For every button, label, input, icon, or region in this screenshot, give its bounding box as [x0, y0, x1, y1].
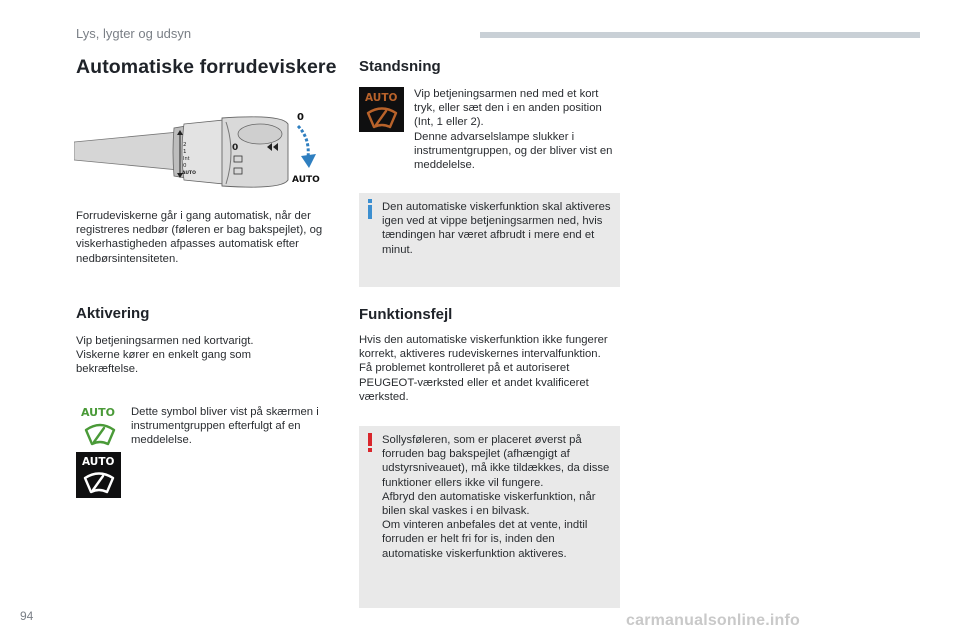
warning-note-text: Sollysføleren, som er placeret øverst på forruden bag bakspejlet (afhængigt af udstyrsniveauet), må ikke tildækkes, da disse funktioner ellers ikke vil fungere. Afbryd den automatiske viskerfunktion, når bilen skal vaskes i en bilvask. Om vinteren anbefales det at vente, indtil forruden er helt fri for is, inden den automatiske viskerfunktion aktiveres.	[382, 434, 610, 560]
wiper-icon	[366, 106, 398, 130]
switch-zero-label: 0	[232, 143, 239, 153]
header-rule	[480, 32, 920, 38]
page-number: 94	[20, 609, 34, 623]
wiper-icon	[84, 422, 116, 448]
funktionsfejl-text: Hvis den automatiske viskerfunktion ikke fungerer korrekt, aktiveres rudeviskernes intervalfunktion. Få problemet kontrolleret på et autoriseret PEUGEOT-værksted eller et andet kvalificeret værksted.	[359, 334, 608, 403]
auto-label-orange: AUTO	[365, 92, 398, 104]
auto-label-green: AUTO	[81, 406, 115, 419]
position-label-0: 0	[183, 163, 187, 169]
page-title: Automatiske forrudeviskere	[76, 56, 337, 78]
running-header: Lys, lygter og udsyn	[76, 26, 192, 41]
standsning-text: Vip betjeningsarmen ned med et kort tryk, eller sæt den i en anden position (Int, 1 eller 2). Denne advarselslampe slukker i instrumentgruppen, og der bliver vist en meddelelse.	[414, 88, 613, 172]
wiper-icon	[83, 471, 115, 495]
symbol-description: Dette symbol bliver vist på skærmen i instrumentgruppen efterfulgt af en meddelelse.	[131, 406, 319, 447]
arrow-zero-label: 0	[297, 112, 304, 123]
auto-wiper-icon-green	[80, 406, 120, 450]
auto-label-dark: AUTO	[82, 456, 115, 468]
arrow-auto-label: AUTO	[292, 175, 320, 185]
auto-wiper-warning-lamp	[359, 87, 404, 132]
intro-paragraph: Forrudeviskerne går i gang automatisk, når der registreres nedbør (føleren er bag bakspejlet), og viskerhastigheden afpasses automatisk efter nedbørsintensiteten.	[76, 210, 323, 265]
auto-wiper-icon-dark	[76, 452, 121, 498]
position-label-auto: AUTO	[182, 171, 196, 176]
position-label-2: 2	[183, 142, 187, 148]
exclamation-icon	[366, 433, 374, 453]
info-icon	[365, 199, 375, 219]
position-label-1: 1	[183, 149, 187, 155]
aktivering-text: Vip betjeningsarmen ned kortvarigt. Viskerne kører en enkelt gang som bekræftelse.	[76, 335, 254, 376]
arrow-down-icon	[298, 126, 316, 168]
info-note-text: Den automatiske viskerfunktion skal aktiveres igen ved at vippe betjeningsarmen ned, hvis tændingen har været afbrudt i mere end et minut.	[382, 201, 611, 256]
position-label-int: Int	[183, 156, 190, 162]
wiper-stalk-illustration	[74, 108, 326, 192]
heading-funktionsfejl: Funktionsfejl	[359, 306, 453, 323]
heading-standsning: Standsning	[359, 58, 441, 75]
heading-aktivering: Aktivering	[76, 305, 150, 322]
watermark: carmanualsonline.info	[626, 612, 801, 629]
